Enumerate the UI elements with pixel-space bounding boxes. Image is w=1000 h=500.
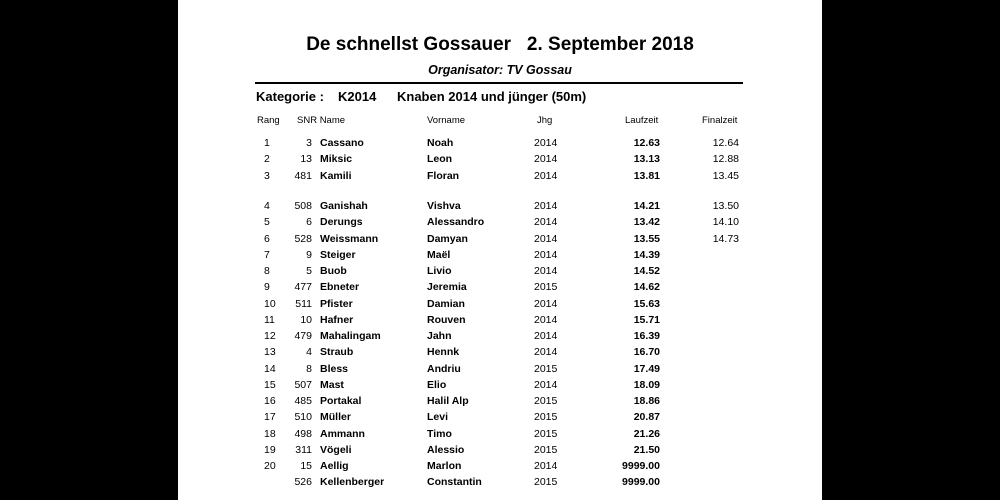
cell-jhg: 2015	[534, 363, 558, 375]
cell-rang: 15	[264, 379, 276, 391]
column-header-finalzeit: Finalzeit	[702, 115, 738, 126]
cell-jhg: 2015	[534, 476, 558, 488]
cell-vorname: Levi	[427, 411, 449, 423]
cell-jhg: 2014	[534, 314, 558, 326]
cell-rang: 6	[264, 233, 270, 245]
cell-jhg: 2015	[534, 444, 558, 456]
cell-laufzeit: 13.42	[633, 216, 660, 228]
cell-name: Mahalingam	[320, 330, 381, 342]
cell-rang: 2	[264, 153, 270, 165]
cell-laufzeit: 16.70	[633, 346, 660, 358]
cell-snr: 485	[294, 395, 312, 407]
cell-vorname: Marlon	[427, 460, 462, 472]
cell-vorname: Jeremia	[427, 281, 467, 293]
cell-name: Buob	[320, 265, 347, 277]
cell-snr: 511	[295, 298, 312, 310]
cell-name: Mast	[320, 379, 344, 391]
cell-vorname: Rouven	[427, 314, 466, 326]
cell-laufzeit: 14.39	[633, 249, 660, 261]
cell-name: Hafner	[320, 314, 354, 326]
cell-vorname: Livio	[427, 265, 452, 277]
cell-laufzeit: 13.13	[633, 153, 660, 165]
cell-rang: 19	[264, 444, 276, 456]
cell-laufzeit: 18.86	[633, 395, 660, 407]
header-divider	[255, 82, 743, 84]
cell-laufzeit: 14.62	[633, 281, 660, 293]
cell-jhg: 2014	[534, 170, 558, 182]
cell-rang: 10	[264, 298, 276, 310]
cell-name: Kellenberger	[320, 476, 385, 488]
cell-finalzeit: 14.73	[712, 233, 739, 245]
cell-vorname: Maël	[427, 249, 451, 261]
cell-laufzeit: 9999.00	[622, 460, 660, 472]
cell-vorname: Vishva	[427, 200, 461, 212]
cell-vorname: Damian	[427, 298, 465, 310]
column-header-rang: Rang	[257, 115, 280, 126]
category-label: Kategorie :	[256, 89, 324, 104]
cell-laufzeit: 15.71	[633, 314, 660, 326]
cell-name: Weissmann	[320, 233, 379, 245]
cell-jhg: 2015	[534, 395, 558, 407]
cell-name: Miksic	[320, 153, 353, 165]
column-header-vorname: Vorname	[427, 115, 466, 126]
cell-snr: 6	[306, 216, 312, 228]
cell-name: Straub	[320, 346, 354, 358]
cell-snr: 13	[300, 153, 312, 165]
cell-rang: 8	[264, 265, 270, 277]
cell-vorname: Jahn	[427, 330, 452, 342]
column-header-snr-name: SNR Name	[297, 115, 346, 126]
cell-finalzeit: 13.45	[712, 170, 739, 182]
cell-laufzeit: 14.21	[633, 200, 660, 212]
cell-rang: 12	[264, 330, 276, 342]
cell-jhg: 2015	[534, 428, 558, 440]
cell-name: Ammann	[320, 428, 365, 440]
cell-rang: 14	[264, 363, 276, 375]
cell-jhg: 2014	[534, 379, 558, 391]
cell-rang: 9	[264, 281, 270, 293]
cell-rang: 5	[264, 216, 270, 228]
cell-name: Portakal	[320, 395, 362, 407]
cell-snr: 498	[294, 428, 312, 440]
cell-name: Steiger	[320, 249, 356, 261]
cell-vorname: Constantin	[427, 476, 482, 488]
cell-finalzeit: 12.64	[712, 137, 739, 149]
cell-snr: 4	[306, 346, 312, 358]
cell-snr: 481	[294, 170, 312, 182]
cell-rang: 18	[264, 428, 276, 440]
cell-vorname: Alessio	[427, 444, 465, 456]
cell-name: Ganishah	[320, 200, 368, 212]
cell-jhg: 2014	[534, 137, 558, 149]
cell-finalzeit: 14.10	[712, 216, 739, 228]
cell-jhg: 2014	[534, 249, 558, 261]
cell-jhg: 2014	[534, 298, 558, 310]
column-header-laufzeit: Laufzeit	[625, 115, 659, 126]
cell-laufzeit: 13.81	[633, 170, 660, 182]
cell-laufzeit: 16.39	[633, 330, 660, 342]
cell-snr: 507	[294, 379, 312, 391]
cell-jhg: 2014	[534, 460, 558, 472]
cell-name: Müller	[320, 411, 351, 423]
cell-snr: 15	[300, 460, 312, 472]
cell-jhg: 2014	[534, 233, 558, 245]
cell-jhg: 2014	[534, 200, 558, 212]
cell-name: Ebneter	[320, 281, 360, 293]
cell-snr: 5	[306, 265, 312, 277]
cell-snr: 479	[294, 330, 312, 342]
cell-snr: 9	[306, 249, 312, 261]
cell-vorname: Alessandro	[427, 216, 485, 228]
cell-laufzeit: 13.55	[633, 233, 660, 245]
cell-rang: 13	[264, 346, 276, 358]
cell-snr: 8	[306, 363, 312, 375]
cell-vorname: Andriu	[427, 363, 461, 375]
cell-rang: 1	[264, 137, 270, 149]
cell-laufzeit: 14.52	[633, 265, 660, 277]
cell-jhg: 2014	[534, 265, 558, 277]
cell-snr: 510	[294, 411, 312, 423]
cell-name: Aellig	[320, 460, 349, 472]
cell-snr: 477	[294, 281, 312, 293]
cell-laufzeit: 12.63	[633, 137, 660, 149]
cell-rang: 11	[264, 314, 275, 326]
cell-finalzeit: 13.50	[712, 200, 739, 212]
category-code: K2014	[338, 89, 377, 104]
cell-rang: 4	[264, 200, 270, 212]
cell-laufzeit: 9999.00	[622, 476, 660, 488]
cell-vorname: Hennk	[427, 346, 460, 358]
cell-jhg: 2015	[534, 411, 558, 423]
cell-rang: 20	[264, 460, 276, 472]
cell-vorname: Leon	[427, 153, 453, 165]
cell-rang: 7	[264, 249, 270, 261]
cell-laufzeit: 15.63	[633, 298, 660, 310]
cell-snr: 3	[306, 137, 312, 149]
cell-vorname: Elio	[427, 379, 447, 391]
organizer-line: Organisator: TV Gossau	[428, 63, 572, 77]
cell-jhg: 2015	[534, 281, 558, 293]
cell-jhg: 2014	[534, 216, 558, 228]
cell-name: Pfister	[320, 298, 353, 310]
cell-jhg: 2014	[534, 153, 558, 165]
cell-snr: 10	[300, 314, 312, 326]
cell-vorname: Floran	[427, 170, 460, 182]
cell-vorname: Timo	[427, 428, 452, 440]
cell-snr: 311	[295, 444, 312, 456]
page-title: De schnellst Gossauer 2. September 2018	[306, 34, 694, 55]
cell-rang: 17	[264, 411, 276, 423]
cell-snr: 528	[294, 233, 312, 245]
cell-name: Kamili	[320, 170, 352, 182]
cell-laufzeit: 18.09	[633, 379, 660, 391]
cell-laufzeit: 17.49	[633, 363, 660, 375]
cell-name: Derungs	[320, 216, 363, 228]
cell-rang: 3	[264, 170, 270, 182]
category-description: Knaben 2014 und jünger (50m)	[397, 89, 587, 104]
cell-finalzeit: 12.88	[712, 153, 739, 165]
cell-name: Bless	[320, 363, 349, 375]
cell-vorname: Noah	[427, 137, 454, 149]
cell-vorname: Damyan	[427, 233, 468, 245]
column-header-jhg: Jhg	[537, 115, 553, 126]
cell-vorname: Halil Alp	[427, 395, 469, 407]
cell-jhg: 2014	[534, 330, 558, 342]
cell-rang: 16	[264, 395, 276, 407]
cell-jhg: 2014	[534, 346, 558, 358]
cell-laufzeit: 20.87	[633, 411, 660, 423]
cell-name: Vögeli	[320, 444, 352, 456]
cell-laufzeit: 21.50	[633, 444, 660, 456]
cell-name: Cassano	[320, 137, 364, 149]
cell-snr: 508	[294, 200, 312, 212]
results-page	[178, 0, 822, 500]
cell-snr: 526	[294, 476, 312, 488]
cell-laufzeit: 21.26	[633, 428, 660, 440]
